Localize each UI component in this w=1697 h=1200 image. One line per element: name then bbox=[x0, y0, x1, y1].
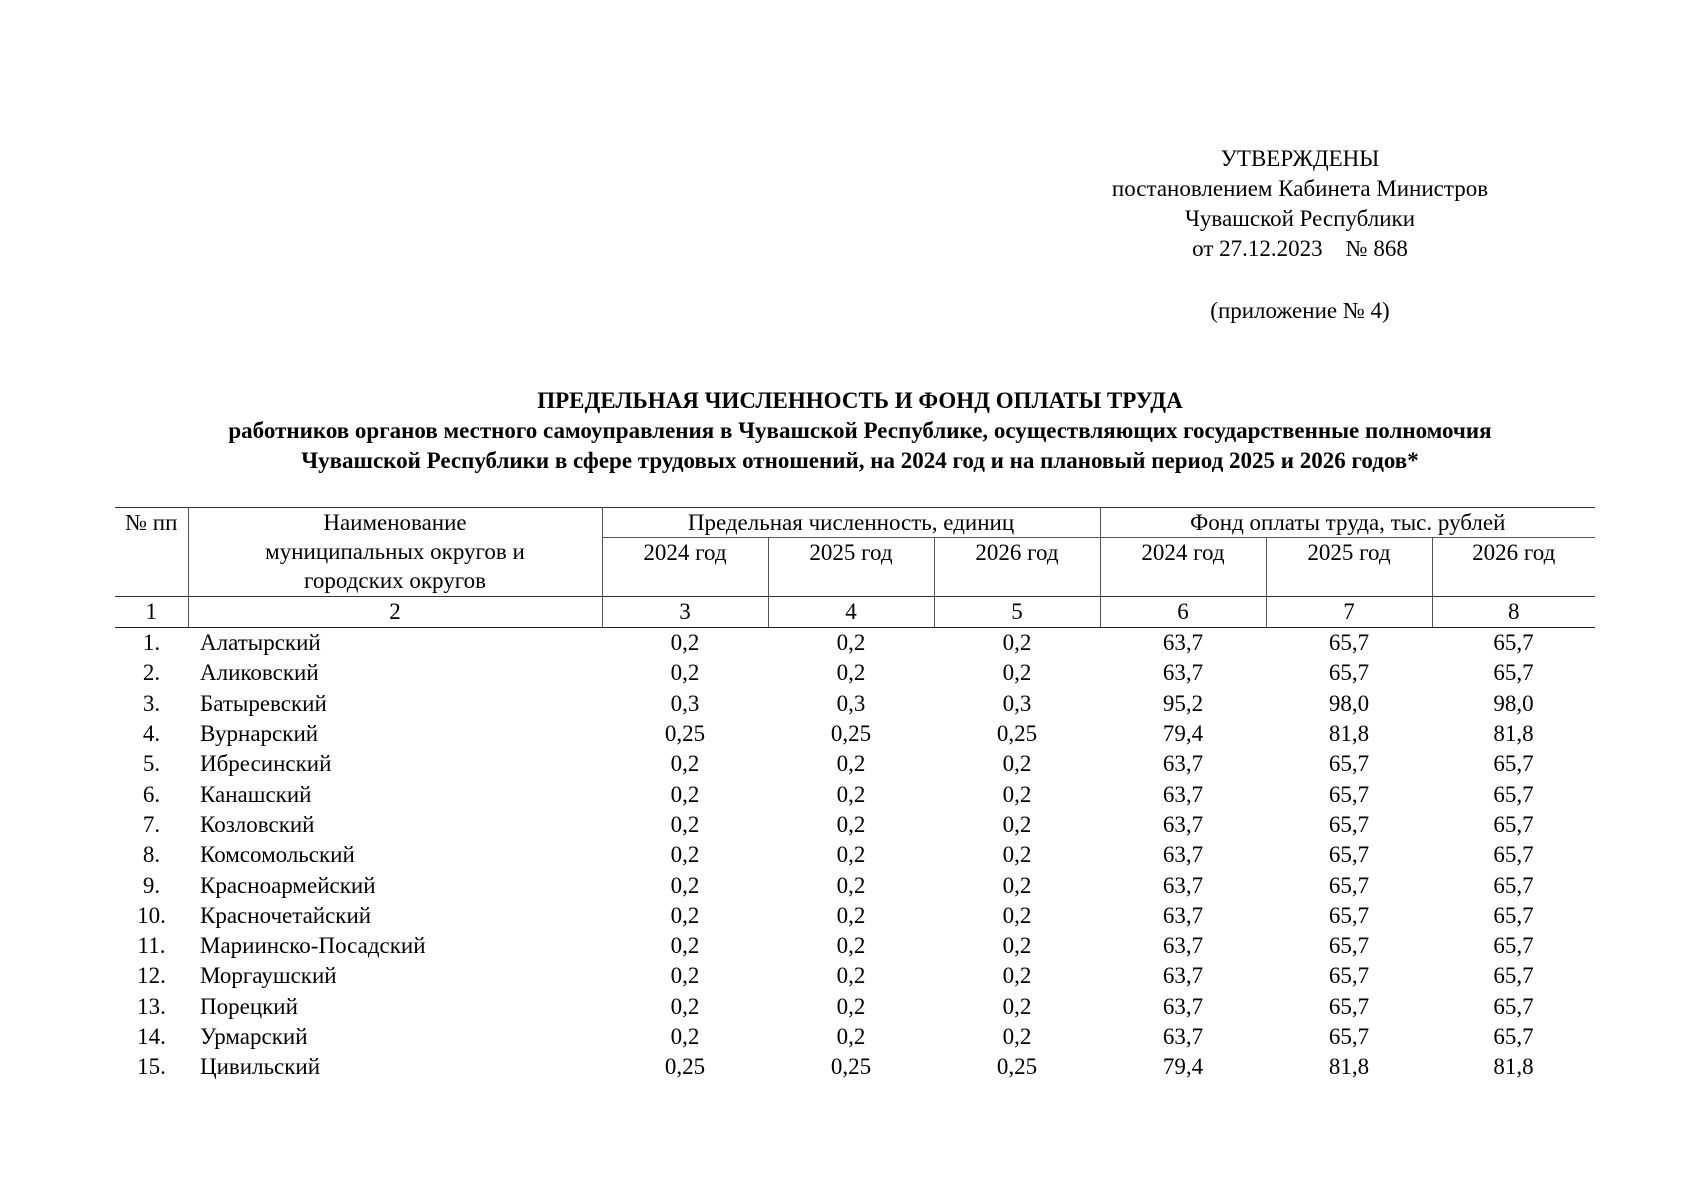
row-number: 6. bbox=[142, 781, 161, 807]
fund-2026: 65,7 bbox=[1493, 842, 1534, 868]
staff-2025: 0,2 bbox=[836, 781, 866, 807]
fund-2025: 65,7 bbox=[1328, 781, 1370, 807]
approval-block bbox=[1060, 144, 1540, 326]
fund-2026: 81,8 bbox=[1493, 721, 1534, 747]
staff-2026: 0,2 bbox=[1002, 993, 1032, 1019]
fund-2025: 65,7 bbox=[1328, 630, 1370, 656]
district-name: Вурнарский bbox=[200, 721, 319, 747]
table-row bbox=[115, 1052, 1595, 1082]
staff-2026: 0,25 bbox=[996, 1054, 1038, 1080]
staff-2025: 0,2 bbox=[836, 993, 866, 1019]
staff-2025: 0,2 bbox=[836, 933, 866, 959]
row-number: 13. bbox=[137, 993, 166, 1019]
staff-2026: 0,2 bbox=[1002, 902, 1032, 928]
district-name: Ибресинский bbox=[200, 751, 332, 777]
staff-2024: 0,2 bbox=[670, 811, 700, 837]
fund-2024: 63,7 bbox=[1162, 872, 1204, 898]
limits-table bbox=[115, 507, 1595, 1082]
fund-2025: 65,7 bbox=[1328, 963, 1370, 989]
row-number: 10. bbox=[137, 902, 166, 928]
header-name: Наименование муниципальных округов и городских округов bbox=[188, 508, 602, 597]
document-title-block bbox=[60, 386, 1660, 476]
fund-2024: 63,7 bbox=[1162, 811, 1204, 837]
staff-2024: 0,2 bbox=[670, 842, 700, 868]
row-number: 9. bbox=[142, 872, 161, 898]
staff-2026: 0,2 bbox=[1002, 811, 1032, 837]
col-number-2: 2 bbox=[188, 597, 602, 628]
header-fund-2024: 2024 год bbox=[1100, 538, 1266, 597]
district-name: Мариинско-Посадский bbox=[200, 933, 426, 959]
district-name: Канашский bbox=[200, 781, 312, 807]
table-row bbox=[115, 749, 1595, 779]
fund-2026: 65,7 bbox=[1493, 630, 1534, 656]
staff-2024: 0,25 bbox=[664, 721, 706, 747]
fund-2024: 63,7 bbox=[1162, 902, 1204, 928]
row-number: 3. bbox=[142, 690, 161, 716]
fund-2024: 79,4 bbox=[1162, 1054, 1204, 1080]
staff-2025: 0,2 bbox=[836, 963, 866, 989]
table-row bbox=[115, 719, 1595, 749]
col-number-7: 7 bbox=[1266, 597, 1432, 628]
staff-2025: 0,2 bbox=[836, 660, 866, 686]
table-row bbox=[115, 901, 1595, 931]
fund-2026: 65,7 bbox=[1493, 751, 1534, 777]
fund-2025: 65,7 bbox=[1328, 751, 1370, 777]
fund-2026: 65,7 bbox=[1493, 1024, 1534, 1049]
row-number: 1. bbox=[142, 630, 161, 656]
row-number: 14. bbox=[137, 1024, 166, 1049]
district-name: Цивильский bbox=[200, 1054, 321, 1080]
fund-2025: 65,7 bbox=[1328, 933, 1370, 959]
fund-2024: 63,7 bbox=[1162, 842, 1204, 868]
col-number-5: 5 bbox=[934, 597, 1100, 628]
fund-2025: 65,7 bbox=[1328, 1024, 1370, 1049]
staff-2024: 0,2 bbox=[670, 872, 700, 898]
table-row bbox=[115, 689, 1595, 719]
fund-2025: 98,0 bbox=[1328, 690, 1370, 716]
table-row bbox=[115, 1022, 1595, 1052]
staff-2026: 0,2 bbox=[1002, 660, 1032, 686]
fund-2025: 81,8 bbox=[1328, 721, 1370, 747]
staff-2025: 0,3 bbox=[836, 690, 866, 716]
fund-2025: 65,7 bbox=[1328, 811, 1370, 837]
fund-2026: 65,7 bbox=[1493, 660, 1534, 686]
staff-2025: 0,2 bbox=[836, 842, 866, 868]
staff-2025: 0,2 bbox=[836, 630, 866, 656]
fund-2025: 65,7 bbox=[1328, 993, 1370, 1019]
fund-2024: 63,7 bbox=[1162, 963, 1204, 989]
fund-2024: 63,7 bbox=[1162, 1024, 1204, 1049]
staff-2024: 0,2 bbox=[670, 993, 700, 1019]
fund-2024: 79,4 bbox=[1162, 721, 1204, 747]
staff-2026: 0,2 bbox=[1002, 751, 1032, 777]
staff-2024: 0,2 bbox=[670, 933, 700, 959]
row-number: 5. bbox=[142, 751, 161, 777]
staff-2026: 0,25 bbox=[996, 721, 1038, 747]
staff-2025: 0,2 bbox=[836, 1024, 866, 1049]
district-name: Батыревский bbox=[200, 690, 327, 716]
district-name: Козловский bbox=[200, 811, 315, 837]
table-row bbox=[115, 658, 1595, 688]
fund-2026: 65,7 bbox=[1493, 811, 1534, 837]
table-row bbox=[115, 779, 1595, 809]
fund-2026: 81,8 bbox=[1493, 1054, 1534, 1080]
staff-2026: 0,2 bbox=[1002, 781, 1032, 807]
staff-2024: 0,2 bbox=[670, 963, 700, 989]
staff-2025: 0,25 bbox=[830, 721, 872, 747]
staff-2024: 0,3 bbox=[670, 690, 700, 716]
staff-2025: 0,2 bbox=[836, 811, 866, 837]
fund-2026: 65,7 bbox=[1493, 993, 1534, 1019]
row-number: 4. bbox=[142, 721, 161, 747]
fund-2026: 65,7 bbox=[1493, 933, 1534, 959]
staff-2026: 0,2 bbox=[1002, 842, 1032, 868]
document-title: ПРЕДЕЛЬНАЯ ЧИСЛЕННОСТЬ И ФОНД ОПЛАТЫ ТРУДА bbox=[537, 388, 1183, 413]
col-number-6: 6 bbox=[1100, 597, 1266, 628]
approval-republic: Чувашской Республики bbox=[1184, 206, 1416, 231]
district-name: Аликовский bbox=[200, 660, 319, 686]
fund-2024: 63,7 bbox=[1162, 933, 1204, 959]
header-fund-2025: 2025 год bbox=[1266, 538, 1432, 597]
fund-2024: 63,7 bbox=[1162, 781, 1204, 807]
staff-2024: 0,2 bbox=[670, 1024, 700, 1049]
staff-2025: 0,2 bbox=[836, 872, 866, 898]
fund-2026: 98,0 bbox=[1493, 690, 1534, 716]
row-number: 8. bbox=[142, 842, 161, 868]
document-subtitle-line-1: работников органов местного самоуправления в Чувашской Республике, осуществляющих государственные полномочия bbox=[228, 418, 1492, 443]
staff-2024: 0,25 bbox=[664, 1054, 706, 1080]
table-row bbox=[115, 992, 1595, 1022]
header-staff-group: Предельная численность, единиц bbox=[602, 508, 1100, 538]
row-number: 2. bbox=[142, 660, 161, 686]
approval-title: УТВЕРЖДЕНЫ bbox=[1220, 146, 1380, 171]
table-row bbox=[115, 870, 1595, 900]
table-row bbox=[115, 931, 1595, 961]
staff-2024: 0,2 bbox=[670, 902, 700, 928]
fund-2024: 63,7 bbox=[1162, 993, 1204, 1019]
fund-2026: 65,7 bbox=[1493, 963, 1534, 989]
staff-2026: 0,2 bbox=[1002, 630, 1032, 656]
table-row bbox=[115, 840, 1595, 870]
district-name: Алатырский bbox=[200, 630, 321, 656]
col-number-3: 3 bbox=[602, 597, 768, 628]
row-number: 11. bbox=[137, 933, 166, 959]
row-number: 12. bbox=[137, 963, 166, 989]
fund-2024: 95,2 bbox=[1162, 690, 1204, 716]
table-row bbox=[115, 810, 1595, 840]
fund-2024: 63,7 bbox=[1162, 660, 1204, 686]
staff-2026: 0,2 bbox=[1002, 1024, 1032, 1049]
staff-2026: 0,2 bbox=[1002, 963, 1032, 989]
fund-2026: 65,7 bbox=[1493, 872, 1534, 898]
header-staff-2024: 2024 год bbox=[602, 538, 768, 597]
fund-2025: 81,8 bbox=[1328, 1054, 1370, 1080]
row-number: 7. bbox=[142, 811, 161, 837]
header-staff-2025: 2025 год bbox=[768, 538, 934, 597]
staff-2024: 0,2 bbox=[670, 660, 700, 686]
header-num: № пп bbox=[115, 508, 188, 597]
fund-2025: 65,7 bbox=[1328, 872, 1370, 898]
district-name: Моргаушский bbox=[200, 963, 337, 989]
row-number: 15. bbox=[137, 1054, 166, 1080]
district-name: Порецкий bbox=[200, 993, 298, 1019]
fund-2024: 63,7 bbox=[1162, 630, 1204, 656]
staff-2024: 0,2 bbox=[670, 630, 700, 656]
district-name: Красноармейский bbox=[200, 872, 376, 898]
staff-2025: 0,2 bbox=[836, 751, 866, 777]
staff-2025: 0,25 bbox=[830, 1054, 872, 1080]
district-name: Красночетайский bbox=[200, 902, 372, 928]
header-fund-2026: 2026 год bbox=[1432, 538, 1595, 597]
fund-2025: 65,7 bbox=[1328, 902, 1370, 928]
table-header bbox=[115, 508, 1595, 628]
table-row bbox=[115, 628, 1595, 659]
col-number-1: 1 bbox=[115, 597, 188, 628]
staff-2024: 0,2 bbox=[670, 781, 700, 807]
document-subtitle-line-2: Чувашской Республики в сфере трудовых отношений, на 2024 год и на плановый период 2025 и 2026 годов* bbox=[301, 448, 1419, 473]
table-row bbox=[115, 961, 1595, 991]
header-fund-group: Фонд оплаты труда, тыс. рублей bbox=[1100, 508, 1595, 538]
staff-2024: 0,2 bbox=[670, 751, 700, 777]
district-name: Комсомольский bbox=[200, 842, 355, 868]
fund-2024: 63,7 bbox=[1162, 751, 1204, 777]
col-number-4: 4 bbox=[768, 597, 934, 628]
header-staff-2026: 2026 год bbox=[934, 538, 1100, 597]
staff-2026: 0,2 bbox=[1002, 933, 1032, 959]
col-number-8: 8 bbox=[1432, 597, 1595, 628]
fund-2025: 65,7 bbox=[1328, 660, 1370, 686]
annex-label: (приложение № 4) bbox=[1210, 298, 1390, 323]
fund-2025: 65,7 bbox=[1328, 842, 1370, 868]
district-name: Урмарский bbox=[200, 1024, 308, 1049]
approval-decree: постановлением Кабинета Министров bbox=[1111, 176, 1489, 201]
approval-date-number: от 27.12.2023 № 868 bbox=[1192, 236, 1408, 261]
staff-2026: 0,3 bbox=[1002, 690, 1032, 716]
fund-2026: 65,7 bbox=[1493, 902, 1534, 928]
fund-2026: 65,7 bbox=[1493, 781, 1534, 807]
table-body bbox=[115, 628, 1595, 1083]
staff-2025: 0,2 bbox=[836, 902, 866, 928]
staff-2026: 0,2 bbox=[1002, 872, 1032, 898]
